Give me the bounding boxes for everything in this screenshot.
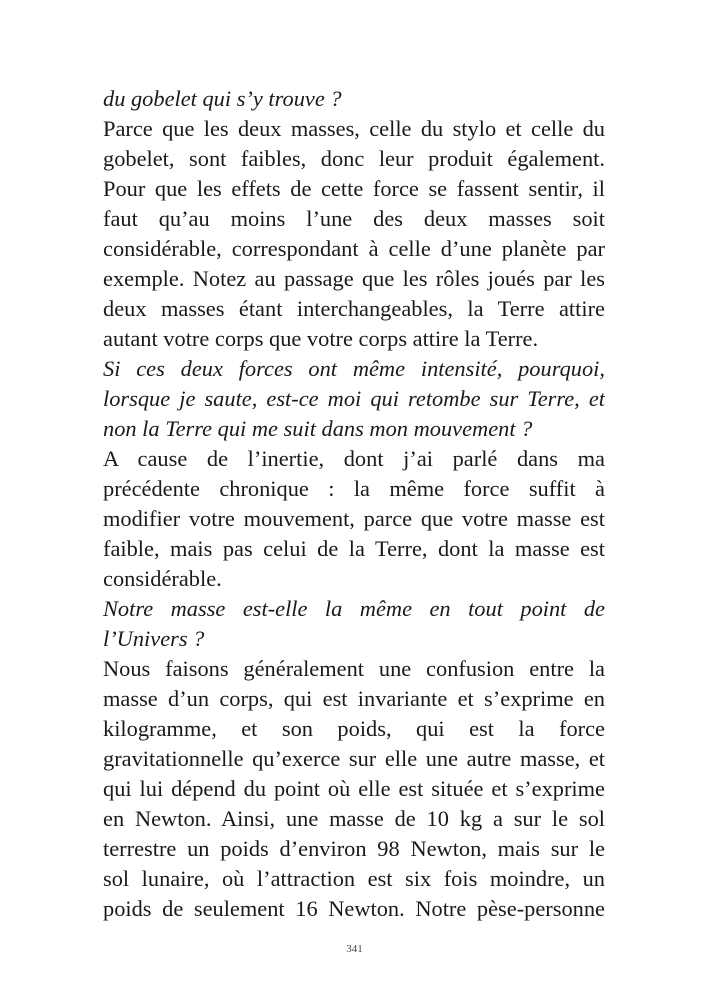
text-line: considérable.	[103, 566, 222, 591]
page-number: 341	[346, 943, 363, 955]
question-block	[103, 84, 605, 114]
text-line: considérable, correspondant à celle d’une planète par	[103, 236, 605, 261]
text-line: autant votre corps que votre corps attire la Terre.	[103, 326, 539, 351]
text-line: qui lui dépend du point où elle est située et s’exprime	[103, 776, 605, 801]
text-line: deux masses étant interchangeables, la Terre attire	[103, 296, 605, 321]
text-line: masse d’un corps, qui est invariante et s’exprime en	[103, 686, 605, 711]
text-line: exemple. Notez au passage que les rôles joués par les	[103, 266, 605, 291]
text-line: Notre masse est-elle la même en tout point de	[103, 596, 605, 621]
text-line: Si ces deux forces ont même intensité, pourquoi,	[103, 356, 605, 381]
question-block	[103, 594, 605, 654]
text-line: modifier votre mouvement, parce que votre masse est	[103, 506, 605, 531]
text-line: en Newton. Ainsi, une masse de 10 kg a sur le sol	[103, 806, 605, 831]
text-line: gobelet, sont faibles, donc leur produit également.	[103, 146, 605, 171]
text-line: Nous faisons généralement une confusion entre la	[103, 656, 605, 681]
text-line: terrestre un poids d’environ 98 Newton, mais sur le	[103, 836, 605, 861]
text-line: précédente chronique : la même force suffit à	[103, 476, 605, 501]
text-line: faible, mais pas celui de la Terre, dont la masse est	[103, 536, 605, 561]
answer-block	[103, 654, 605, 924]
text-line: kilogramme, et son poids, qui est la force	[103, 716, 605, 741]
text-line: A cause de l’inertie, dont j’ai parlé dans ma	[103, 446, 605, 471]
text-line: Pour que les effets de cette force se fassent sentir, il	[103, 176, 605, 201]
question-block	[103, 354, 605, 444]
text-line: non la Terre qui me suit dans mon mouvement ?	[103, 416, 533, 441]
answer-block	[103, 114, 605, 354]
text-line: faut qu’au moins l’une des deux masses soit	[103, 206, 605, 231]
text-line: du gobelet qui s’y trouve ?	[103, 86, 342, 111]
text-line: Parce que les deux masses, celle du stylo et celle du	[103, 116, 605, 141]
answer-block	[103, 444, 605, 594]
page-body	[103, 84, 605, 924]
text-line: lorsque je saute, est-ce moi qui retombe sur Terre, et	[103, 386, 605, 411]
text-line: sol lunaire, où l’attraction est six fois moindre, un	[103, 866, 605, 891]
text-line: gravitationnelle qu’exerce sur elle une autre masse, et	[103, 746, 605, 771]
text-line: poids de seulement 16 Newton. Notre pèse-personne	[103, 896, 605, 921]
text-line: l’Univers ?	[103, 626, 205, 651]
